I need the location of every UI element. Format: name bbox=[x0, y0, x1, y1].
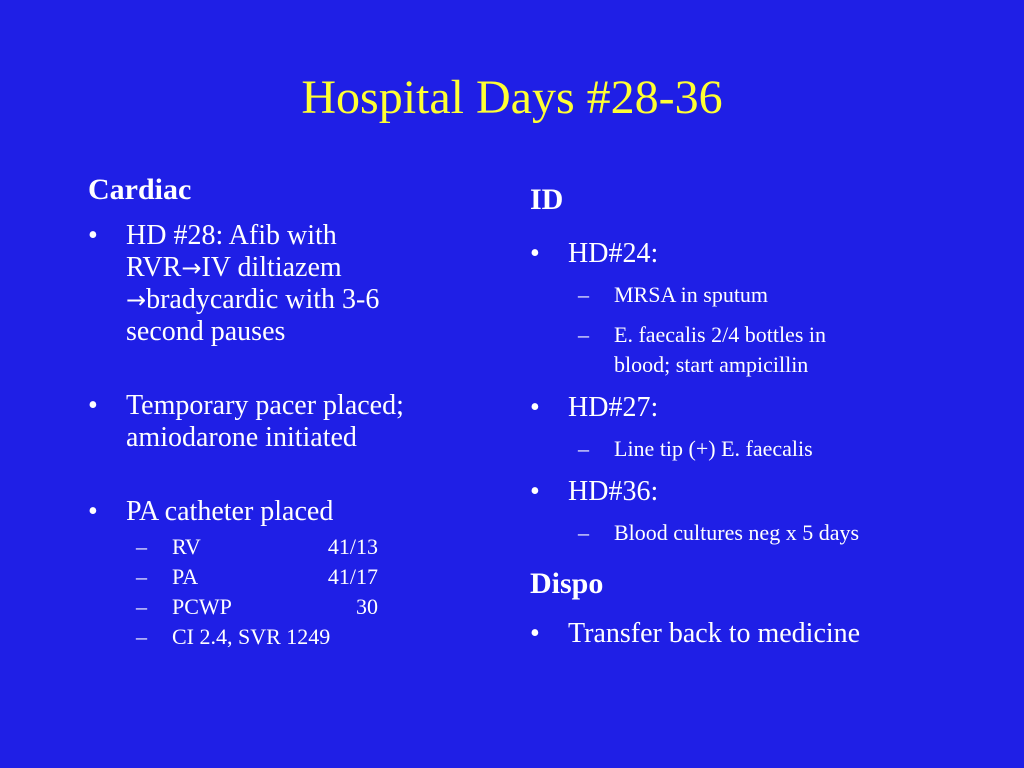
sub-item-text: Blood cultures neg x 5 days bbox=[614, 520, 860, 545]
pa-value: 41/13 bbox=[327, 534, 378, 559]
sub-item-text: MRSA in sputum bbox=[614, 282, 769, 307]
id-heading: ID bbox=[530, 183, 564, 216]
sub-item bbox=[570, 518, 990, 548]
ci-text: CI 2.4, SVR 1249 bbox=[172, 624, 331, 649]
ci-row bbox=[128, 622, 488, 652]
pa-label: RV bbox=[172, 534, 201, 559]
list-item bbox=[88, 220, 488, 348]
bullet-icon: • bbox=[530, 238, 540, 269]
dash-icon: – bbox=[578, 520, 589, 545]
text-segment: IV diltiazem bbox=[201, 252, 342, 283]
sub-item-text: E. faecalis 2/4 bottles in bbox=[614, 322, 826, 347]
sub-item-text: Line tip (+) E. faecalis bbox=[614, 436, 813, 461]
pa-label: PA bbox=[172, 564, 199, 589]
bullet-icon: • bbox=[88, 390, 98, 421]
bullet-icon: • bbox=[530, 476, 540, 507]
bullet-line bbox=[126, 284, 488, 316]
bullet-line: amiodarone initiated bbox=[126, 422, 357, 453]
id-column bbox=[530, 182, 990, 650]
sub-item bbox=[570, 320, 990, 380]
cardiac-column bbox=[88, 172, 488, 652]
dash-icon: – bbox=[136, 534, 147, 559]
arrow-icon: → bbox=[181, 254, 202, 282]
list-item bbox=[530, 392, 990, 424]
bullet-icon: • bbox=[530, 618, 540, 649]
bullet-icon: • bbox=[88, 220, 98, 251]
pa-value-row bbox=[128, 532, 488, 562]
bullet-icon: • bbox=[88, 496, 98, 527]
list-item bbox=[530, 238, 990, 270]
bullet-line: HD#27: bbox=[568, 392, 659, 423]
bullet-line: HD#24: bbox=[568, 238, 659, 269]
bullet-line: PA catheter placed bbox=[126, 496, 334, 527]
list-item bbox=[88, 496, 488, 528]
pa-label: PCWP bbox=[172, 594, 232, 619]
bullet-line: second pauses bbox=[126, 316, 286, 347]
bullet-line bbox=[126, 252, 488, 284]
bullet-icon: • bbox=[530, 392, 540, 423]
sub-item bbox=[570, 434, 990, 464]
pa-value-row bbox=[128, 562, 488, 592]
dash-icon: – bbox=[578, 436, 589, 461]
dash-icon: – bbox=[136, 594, 147, 619]
arrow-icon: → bbox=[126, 286, 147, 314]
pa-value: 41/17 bbox=[327, 564, 378, 589]
text-segment: RVR bbox=[126, 252, 182, 283]
pa-value-row bbox=[128, 592, 488, 622]
dash-icon: – bbox=[136, 624, 147, 649]
bullet-line: HD#36: bbox=[568, 476, 659, 507]
bullet-line: HD #28: Afib with bbox=[126, 220, 337, 251]
bullet-line: Transfer back to medicine bbox=[568, 618, 861, 649]
list-item bbox=[530, 618, 990, 650]
slide-title: Hospital Days #28-36 bbox=[301, 71, 723, 124]
list-item bbox=[530, 476, 990, 508]
dash-icon: – bbox=[136, 564, 147, 589]
sub-item bbox=[570, 280, 990, 310]
text-segment: bradycardic with 3-6 bbox=[146, 284, 380, 315]
bullet-line: Temporary pacer placed; bbox=[126, 390, 404, 421]
pa-value: 30 bbox=[356, 594, 378, 619]
dispo-heading: Dispo bbox=[530, 567, 604, 600]
dash-icon: – bbox=[578, 322, 589, 347]
sub-item-text: blood; start ampicillin bbox=[614, 352, 809, 377]
cardiac-heading: Cardiac bbox=[88, 173, 192, 206]
list-item bbox=[88, 390, 488, 454]
dash-icon: – bbox=[578, 282, 589, 307]
